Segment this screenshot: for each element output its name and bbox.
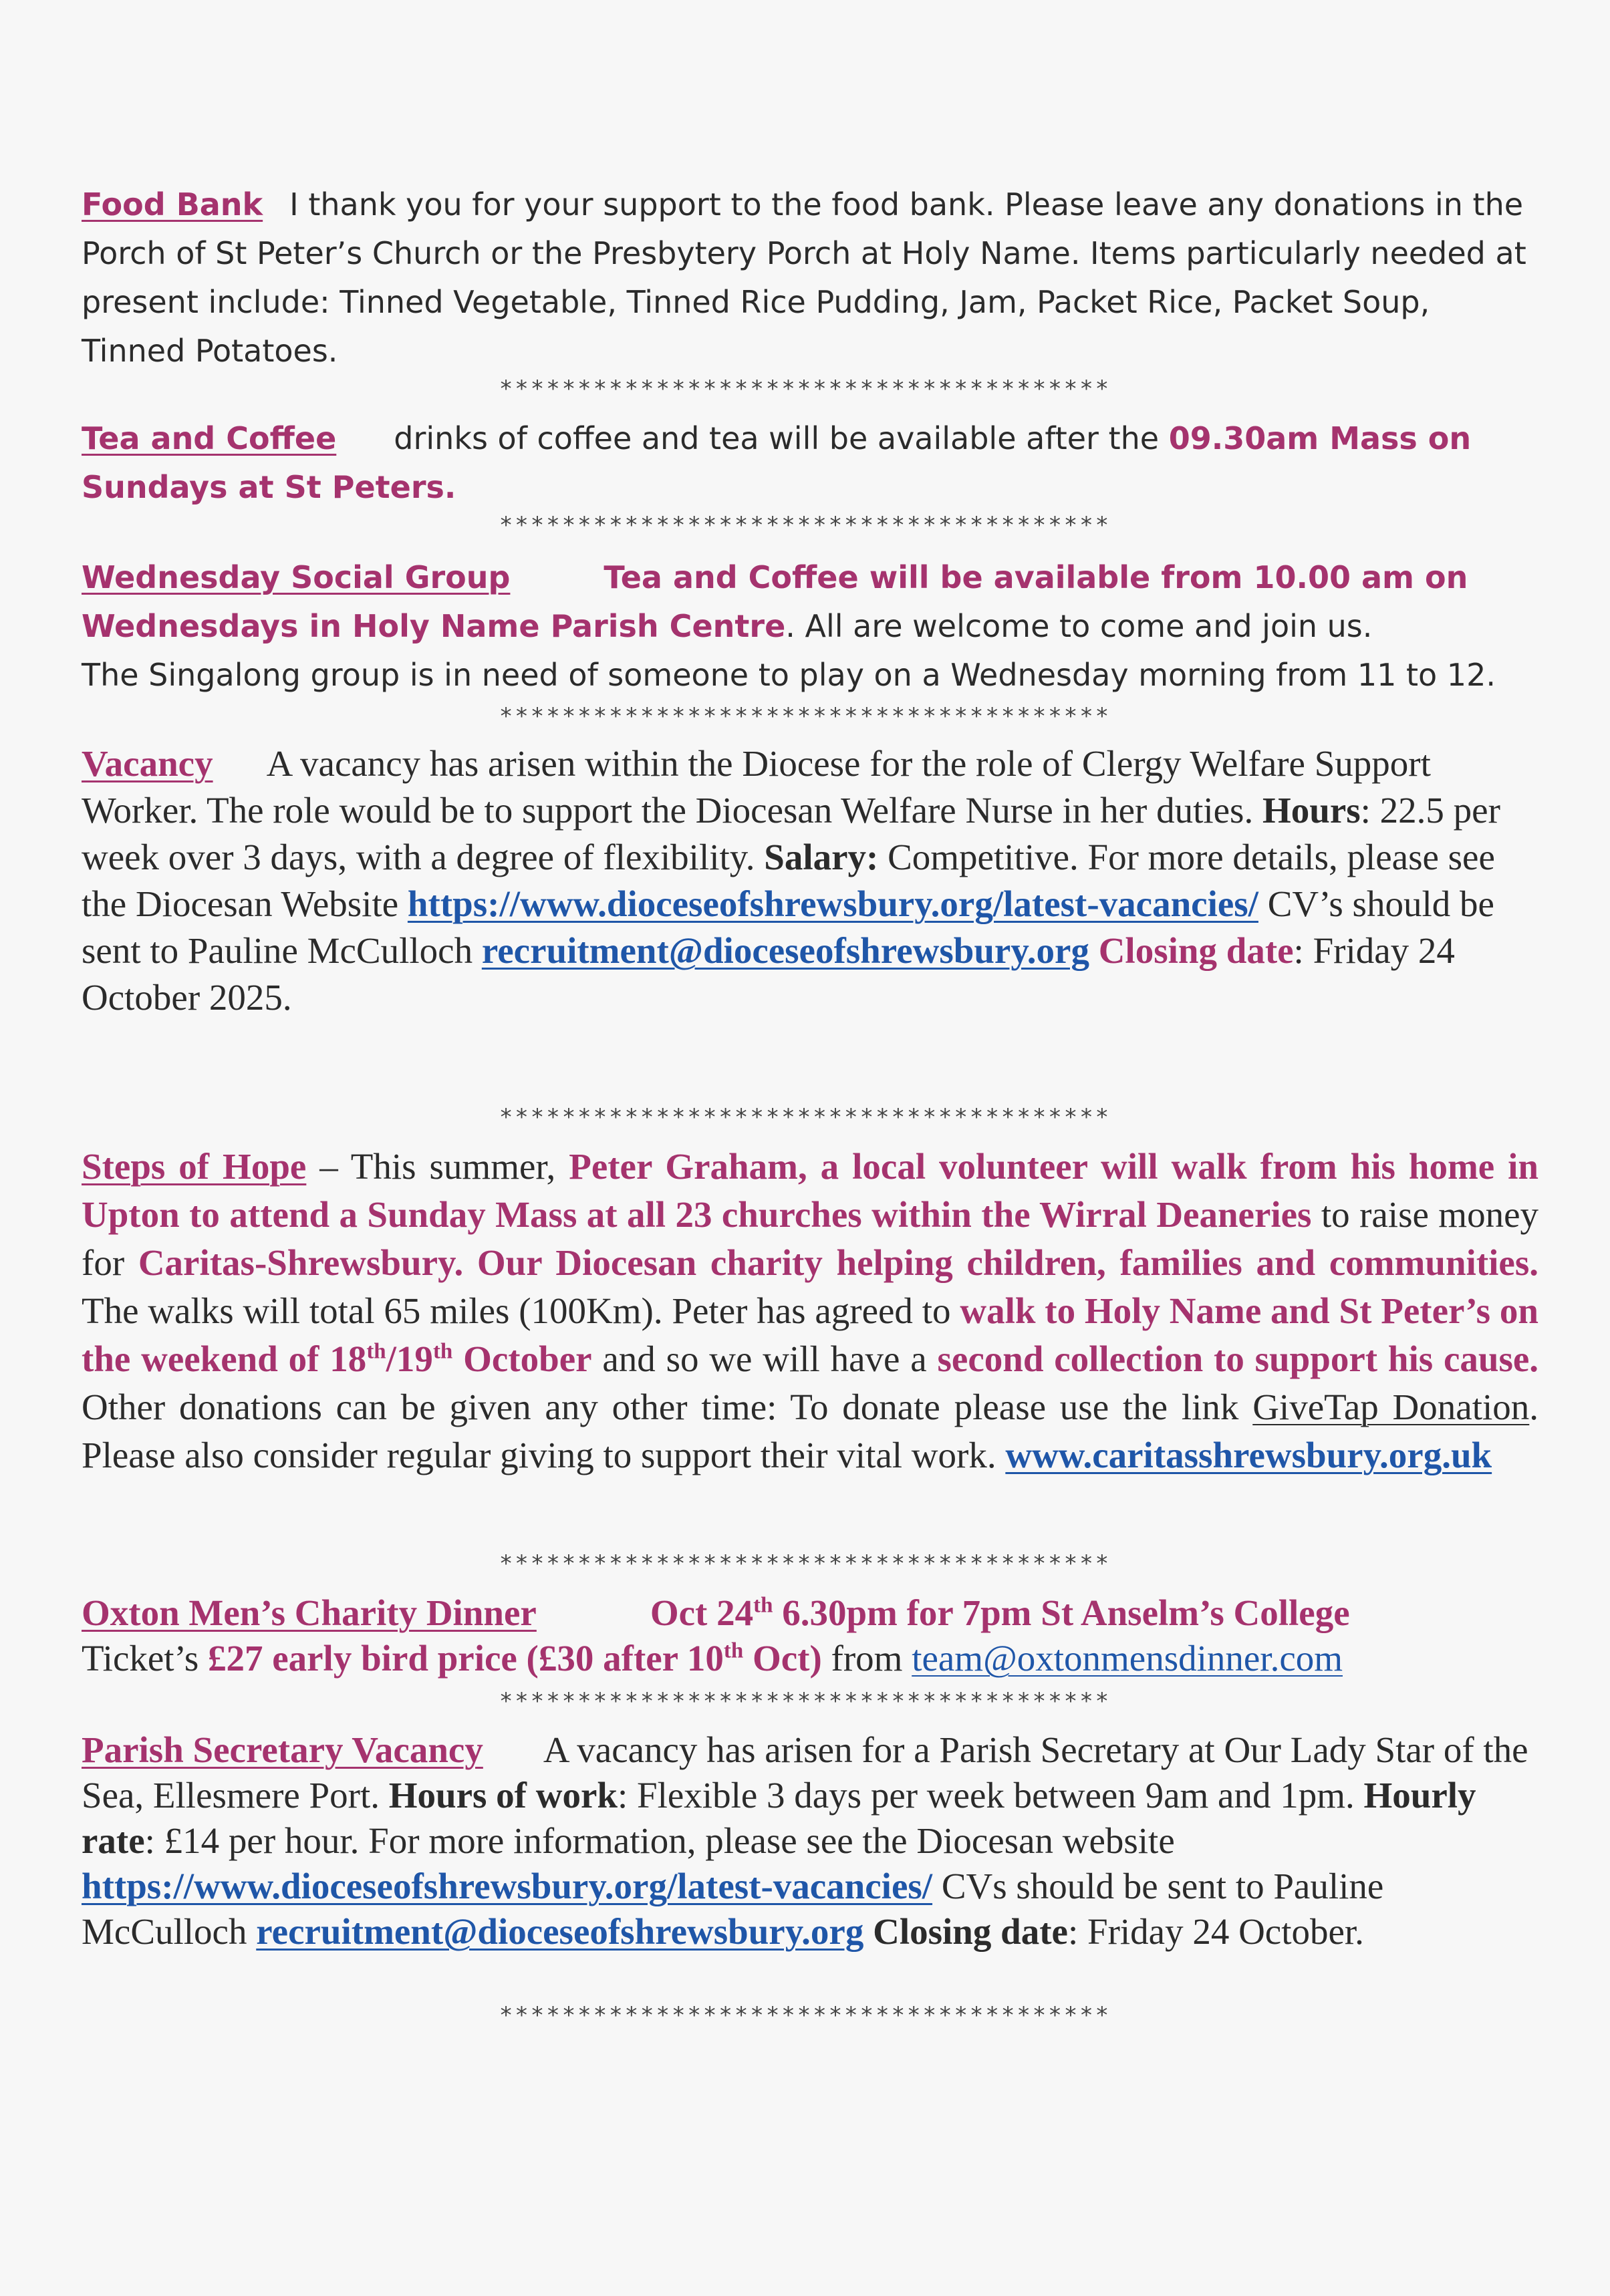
- social-group-highlight: Tea and Coffee will be available from 10.00 am on Wednesdays in Holy Name Parish Centre: [82, 559, 1468, 644]
- hours-of-work-label: Hours of work: [388, 1775, 618, 1816]
- ordinal-suffix: th: [366, 1339, 386, 1364]
- tea-coffee-body: drinks of coffee and tea will be available after the: [394, 420, 1160, 456]
- social-group-heading: Wednesday Social Group: [82, 559, 511, 595]
- ticket-price-part: Oct): [743, 1638, 822, 1679]
- separator: ***************************************: [499, 376, 1111, 402]
- closing-date-value: : Friday 24 October 2025.: [82, 930, 1455, 1018]
- steps-text: to raise money for: [82, 1194, 1538, 1283]
- steps-text: – This summer,: [306, 1146, 569, 1187]
- steps-text: and so we will have a: [591, 1338, 938, 1379]
- caritas-link[interactable]: www.caritasshrewsbury.org.uk: [1005, 1435, 1492, 1475]
- parish-secretary-heading: Parish Secretary Vacancy: [82, 1729, 483, 1770]
- separator: ***************************************: [499, 1688, 1111, 1715]
- vacancies-link[interactable]: https://www.dioceseofshrewsbury.org/latest-vacancies/: [407, 883, 1258, 924]
- singalong-text: The Singalong group is in need of someone to play on a Wednesday morning from 11 to 12.: [82, 657, 1496, 693]
- steps-highlight-part: /19: [386, 1338, 433, 1379]
- steps-of-hope-heading: Steps of Hope: [82, 1146, 307, 1187]
- separator: ***************************************: [499, 512, 1111, 539]
- separator: ***************************************: [499, 1104, 1111, 1131]
- social-group-body: . All are welcome to come and join us.: [785, 608, 1373, 644]
- salary-label: Salary:: [764, 837, 879, 877]
- steps-highlight: Peter Graham, a local volunteer will walk from his home in Upton to attend a Sunday Mass at all 23 churches within the Wirral Deaneries: [82, 1146, 1539, 1235]
- steps-highlight-part: walk to Holy Name and St Peter’s on the weekend of 18: [82, 1290, 1538, 1379]
- steps-highlight-part: October: [452, 1338, 592, 1379]
- parish-secretary-section: [82, 1727, 1538, 1955]
- ordinal-suffix: th: [753, 1593, 773, 1618]
- vacancy-section: [82, 740, 1538, 1021]
- separator: ***************************************: [499, 2002, 1111, 2029]
- tea-coffee-section: [82, 414, 1538, 512]
- ticket-text: Ticket’s: [82, 1638, 208, 1679]
- hours-label: Hours: [1262, 790, 1361, 831]
- cv-text: CVs should be sent to Pauline McCulloch: [82, 1866, 1384, 1952]
- hourly-rate-label: Hourly rate: [82, 1775, 1476, 1861]
- steps-of-hope-section: [82, 1143, 1538, 1479]
- steps-highlight: Caritas-Shrewsbury. Our Diocesan charity helping children, families and communities.: [138, 1242, 1538, 1283]
- ticket-price: [208, 1638, 822, 1679]
- steps-text: Other donations can be given any other time: To donate please use the link: [82, 1387, 1253, 1427]
- separator: ***************************************: [499, 703, 1111, 730]
- parish-secretary-body: A vacancy has arisen for a Parish Secretary at Our Lady Star of the Sea, Ellesmere Port.: [82, 1729, 1528, 1816]
- vacancies-link[interactable]: https://www.dioceseofshrewsbury.org/latest-vacancies/: [82, 1866, 933, 1906]
- recruitment-email-link[interactable]: recruitment@dioceseofshrewsbury.org: [481, 930, 1089, 971]
- dinner-date: [650, 1592, 1350, 1633]
- hourly-rate-value: : £14 per hour. For more information, please see the Diocesan website: [144, 1820, 1175, 1861]
- steps-highlight: second collection to support his cause.: [937, 1338, 1539, 1379]
- tea-coffee-heading: Tea and Coffee: [82, 420, 337, 456]
- tea-coffee-highlight: 09.30am Mass on Sundays at St Peters.: [82, 420, 1472, 505]
- ticket-text: from: [821, 1638, 912, 1679]
- oxton-dinner-section: [82, 1590, 1538, 1681]
- closing-date-value: : Friday 24 October.: [1067, 1911, 1364, 1952]
- closing-date-label: Closing date: [873, 1911, 1068, 1952]
- hours-value: : 22.5 per week over 3 days, with a degree of flexibility.: [82, 790, 1500, 877]
- closing-date-label: Closing date: [1098, 930, 1294, 971]
- dinner-date-time: 6.30pm for 7pm St Anselm’s College: [773, 1592, 1350, 1633]
- food-bank-section: [82, 180, 1538, 376]
- oxton-dinner-heading: Oxton Men’s Charity Dinner: [82, 1592, 537, 1633]
- givetap-donation-link[interactable]: GiveTap Donation: [1252, 1387, 1530, 1427]
- hours-of-work-value: : Flexible 3 days per week between 9am and 1pm.: [617, 1775, 1355, 1816]
- steps-text: . Please also consider regular giving to support their vital work.: [82, 1387, 1538, 1475]
- dinner-date-day: Oct 24: [650, 1592, 754, 1633]
- ticket-price-part: £27 early bird price (£30 after 10: [207, 1638, 724, 1679]
- salary-value: Competitive. For more details, please see the Diocesan Website: [82, 837, 1495, 924]
- recruitment-email-link[interactable]: recruitment@dioceseofshrewsbury.org: [256, 1911, 864, 1952]
- ordinal-suffix: th: [723, 1638, 744, 1663]
- vacancy-body: A vacancy has arisen within the Diocese for the role of Clergy Welfare Support Worker. The role would be to support the Diocesan Welfare Nurse in her duties.: [82, 743, 1431, 831]
- ordinal-suffix: th: [432, 1339, 453, 1364]
- steps-text: The walks will total 65 miles (100Km). Peter has agreed to: [82, 1290, 960, 1331]
- cv-text: CV’s should be sent to Pauline McCulloch: [82, 883, 1494, 971]
- food-bank-heading: Food Bank: [82, 186, 263, 223]
- food-bank-body: I thank you for your support to the food bank. Please leave any donations in the Porch of St Peter’s Church or the Presbytery Porch at Holy Name. Items particularly needed at present include: Tinned Vegetable, Tinned Rice Pudding, Jam, Packet Rice, Packet Soup, Tinned Potatoes.: [82, 186, 1526, 369]
- social-group-section: [82, 553, 1538, 700]
- separator: ***************************************: [499, 1550, 1111, 1577]
- vacancy-heading: Vacancy: [82, 743, 213, 784]
- dinner-email-link[interactable]: team@oxtonmensdinner.com: [912, 1638, 1343, 1679]
